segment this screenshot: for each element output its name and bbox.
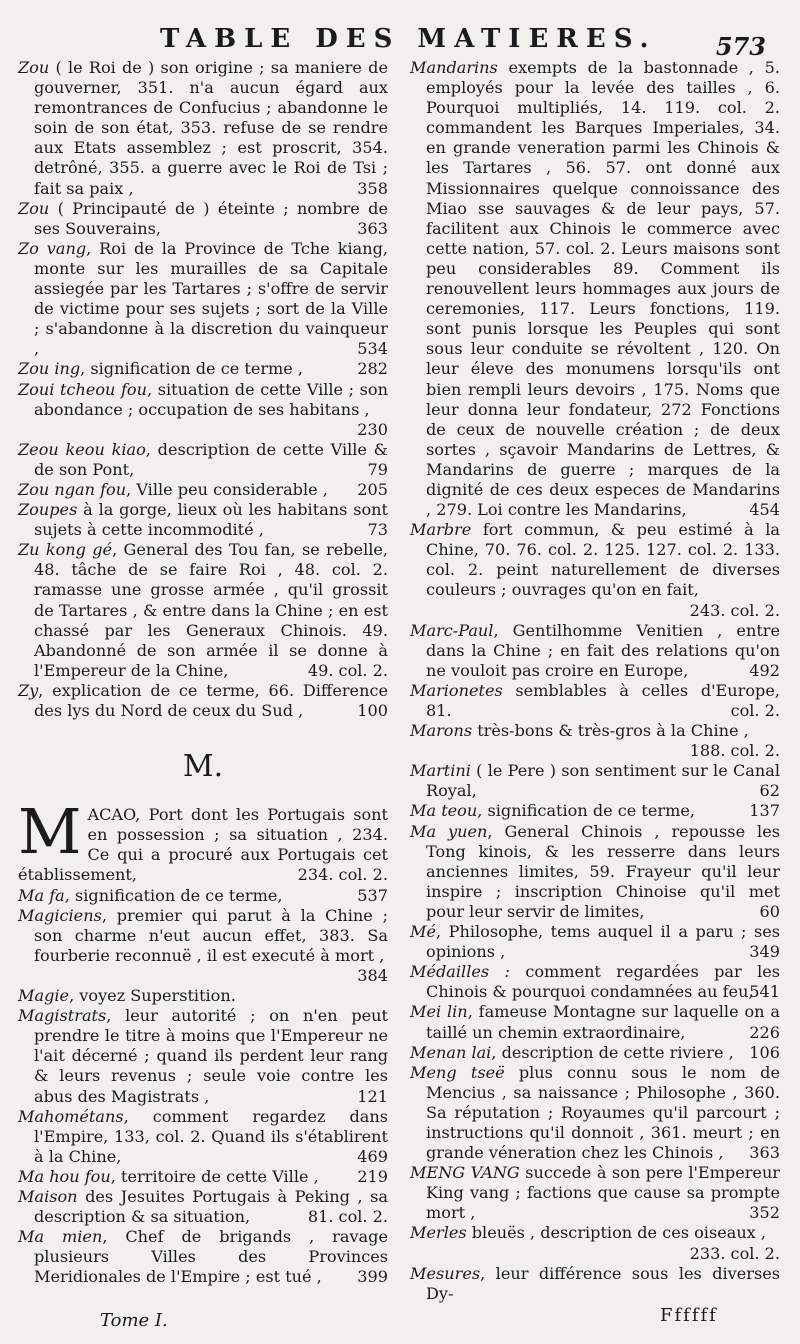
entry-headword: Ma teou bbox=[410, 801, 478, 821]
entry-headword: Zou ing bbox=[18, 359, 81, 379]
index-entry bbox=[18, 681, 388, 721]
entry-headword: Meng tseë bbox=[410, 1062, 505, 1082]
catchword: Ffffff bbox=[660, 1305, 718, 1326]
index-entry bbox=[410, 1223, 780, 1263]
entry-headword: Marons bbox=[410, 721, 473, 741]
page-reference: 537 bbox=[357, 885, 388, 905]
index-entry bbox=[410, 962, 780, 1002]
entry-text: comment regardées par les Chinois & pourquoi condamnées au feu, bbox=[426, 962, 780, 1002]
index-entry bbox=[18, 480, 388, 500]
entry-headword: Marbre bbox=[410, 520, 472, 540]
right-column bbox=[410, 58, 780, 1304]
entry-headword: Mahométans bbox=[18, 1106, 124, 1126]
index-entry bbox=[410, 801, 780, 821]
page-reference: 137 bbox=[749, 801, 780, 821]
entry-headword: Ma hou fou bbox=[18, 1166, 111, 1186]
index-entry bbox=[410, 1264, 780, 1304]
entry-text: , situation de cette Ville ; son abondance ; occupation de ses habitans , bbox=[34, 379, 388, 419]
entry-text: , Port dont les Portugais sont en possession ; sa situation , 234. Ce qui a procuré aux Portugais cet établissement, bbox=[18, 805, 388, 885]
entry-headword: Magie bbox=[18, 986, 70, 1006]
page-reference: 454 bbox=[749, 500, 780, 520]
left-column bbox=[18, 58, 388, 1287]
page-reference: 219 bbox=[357, 1166, 388, 1186]
index-entry bbox=[18, 239, 388, 360]
entry-text: , explication de ce terme, 66. Difference des lys du Nord de ceux du Sud , bbox=[34, 680, 388, 720]
page-reference: 62 bbox=[759, 781, 780, 801]
index-entry bbox=[18, 199, 388, 239]
index-entry bbox=[410, 1163, 780, 1223]
left-entries bbox=[18, 58, 388, 721]
entry-text: , description de cette Ville & de son Pont, bbox=[34, 439, 388, 479]
index-entry bbox=[18, 795, 388, 885]
entry-headword: Marionetes bbox=[410, 680, 503, 700]
index-entry bbox=[18, 1167, 388, 1187]
page-reference: 384 bbox=[357, 965, 388, 985]
page-reference: 233. col. 2. bbox=[689, 1243, 780, 1263]
page-number: 573 bbox=[715, 32, 766, 61]
page-reference: 226 bbox=[749, 1022, 780, 1042]
entry-headword: Mesures bbox=[410, 1263, 481, 1283]
entry-text: , signification de ce terme , bbox=[80, 359, 304, 379]
entry-text: , signification de ce terme, bbox=[64, 885, 283, 905]
entry-headword: Merles bbox=[410, 1223, 467, 1243]
entry-text: à la gorge, lieux où les habitans sont sujets à cette incommodité , bbox=[34, 500, 388, 540]
page-reference: 188. col. 2. bbox=[689, 741, 780, 761]
page-reference: 81. col. 2. bbox=[307, 1207, 388, 1227]
page-reference: 234. col. 2. bbox=[297, 865, 388, 885]
entry-text: , leur autorité ; on n'en peut prendre le titre à moins que l'Empereur ne l'ait décerné ; quand ils perdent leur rang & leurs revenus ; seule voie contre les abus des Magistrats , bbox=[34, 1006, 388, 1106]
entry-headword: Zy bbox=[18, 680, 39, 700]
index-entry bbox=[410, 721, 780, 761]
entry-headword: Maison bbox=[18, 1186, 78, 1206]
index-entry bbox=[18, 359, 388, 379]
entry-text: , General des Tou fan, se rebelle, 48. tâche de se faire Roi , 48. col. 2. ramasse une grosse armée , qu'il grossit de Tartares , & entre dans la Chine ; en est chassé par les Generaux Chinois. 49. Abandonné de son armée il se donne à l'Empereur de la Chine, bbox=[34, 540, 389, 680]
page-reference: 121 bbox=[357, 1086, 388, 1106]
entry-text: , Chef de brigands , ravage plusieurs Villes des Provinces Meridionales de l'Empire ; est tué , bbox=[34, 1227, 388, 1287]
entry-text: , description de cette riviere , bbox=[491, 1042, 734, 1062]
entry-headword: Médailles : bbox=[410, 962, 510, 982]
entry-text: , comment regardez dans l'Empire, 133, col. 2. Quand ils s'établirent à la Chine, bbox=[34, 1106, 388, 1166]
entry-text: , voyez Superstition. bbox=[69, 986, 236, 1006]
drop-cap: M bbox=[18, 795, 82, 869]
index-entry bbox=[410, 520, 780, 620]
page-reference: 349 bbox=[749, 942, 780, 962]
page-reference: 541 bbox=[749, 982, 780, 1002]
page-reference: 60 bbox=[759, 901, 780, 921]
entry-headword: Mé bbox=[410, 922, 437, 942]
section-letter: M. bbox=[182, 749, 224, 785]
volume-label: Tome I. bbox=[100, 1310, 168, 1331]
page-reference: 282 bbox=[357, 359, 388, 379]
entry-headword: Ma fa bbox=[18, 885, 65, 905]
entry-text: très-bons & très-gros à la Chine , bbox=[472, 721, 749, 741]
entry-headword: Magiciens bbox=[18, 905, 102, 925]
entry-headword: Zou bbox=[18, 58, 50, 77]
entry-headword: MENG VANG bbox=[410, 1163, 520, 1183]
index-entry bbox=[410, 1002, 780, 1042]
index-entry bbox=[410, 621, 780, 681]
page-reference: 469 bbox=[357, 1146, 388, 1166]
index-entry bbox=[18, 886, 388, 906]
index-entry bbox=[18, 1006, 388, 1106]
index-entry bbox=[18, 500, 388, 540]
page-reference: 363 bbox=[357, 218, 388, 238]
entry-text: ( le Roi de ) son origine ; sa maniere de gouverner, 351. n'a aucun égard aux remontrances de Confucius ; abandonne le soin de son état, 353. refuse de se rendre aux Etats assemblez ; est proscrit, 354. detrôné, 355. a guerre avec le Roi de Tsi ; fait sa paix , bbox=[34, 58, 388, 198]
index-entry bbox=[410, 922, 780, 962]
entry-headword: Mandarins bbox=[410, 58, 498, 77]
m-entries bbox=[18, 795, 388, 1287]
entry-text: plus connu sous le nom de Mencius , sa naissance ; Philosophe , 360. Sa réputation ; Royaumes qu'il parcourt ; instructions qu'il donnoit , 361. meurt ; en grande véneration chez les Chinois , bbox=[426, 1062, 781, 1163]
entry-headword: ACAO bbox=[87, 805, 136, 825]
entry-text: succede à son pere l'Empereur King vang ; factions que cause sa prompte mort , bbox=[426, 1163, 781, 1223]
index-entry bbox=[18, 440, 388, 480]
page-reference: 230 bbox=[357, 419, 388, 439]
page-reference: col. 2. bbox=[730, 701, 780, 720]
page-reference: 358 bbox=[357, 178, 388, 198]
entry-text: des Jesuites Portugais à Peking , sa description & sa situation, bbox=[34, 1186, 388, 1227]
entry-text: ( Principauté de ) éteinte ; nombre de ses Souverains, bbox=[34, 198, 388, 238]
index-entry bbox=[18, 380, 388, 440]
page-reference: 106 bbox=[749, 1042, 780, 1062]
page-reference: 73 bbox=[367, 520, 388, 540]
page-reference: 79 bbox=[367, 459, 388, 479]
page-reference: 49. col. 2. bbox=[307, 660, 388, 680]
page-reference: 243. col. 2. bbox=[689, 600, 780, 620]
entry-headword: Zoui tcheou fou bbox=[18, 379, 147, 399]
page-reference: 363 bbox=[749, 1143, 780, 1163]
entry-headword: Zeou keou kiao bbox=[18, 439, 146, 459]
entry-text: fort commun, & peu estimé à la Chine, 70. 76. col. 2. 125. 127. col. 2. 133. col. 2. peint naturellement de diverses couleurs ; ouvrages qu'on en fait, bbox=[426, 520, 780, 600]
page-reference: 205 bbox=[357, 479, 388, 499]
entry-headword: Zu kong gé bbox=[18, 540, 113, 560]
index-entry bbox=[410, 1043, 780, 1063]
index-entry bbox=[18, 540, 388, 681]
entry-text: , fameuse Montagne sur laquelle on a taillé un chemin extraordinaire, bbox=[426, 1002, 780, 1042]
right-entries bbox=[410, 58, 780, 1304]
entry-headword: Marc-Paul bbox=[410, 620, 494, 640]
entry-text: , signification de ce terme, bbox=[477, 801, 696, 821]
index-entry bbox=[18, 1187, 388, 1227]
index-entry bbox=[18, 58, 388, 199]
index-entry bbox=[18, 906, 388, 986]
index-entry bbox=[18, 1227, 388, 1287]
entry-text: , Ville peu considerable , bbox=[126, 479, 328, 499]
entry-headword: Mei lin bbox=[410, 1002, 468, 1022]
index-entry bbox=[410, 1063, 780, 1163]
entry-text: exempts de la bastonnade , 5. employés pour la levée des tailles , 6. Pourquoi multipliés, 14. 119. col. 2. commandent les Barques Imperiales, 34. en grande veneration parmi les Chinois & les Tartares , 56. 57. ont donné aux Missionnaires quelque connoissance des Miao sse sauvages & de leur pays, 57. facilitent aux Chinois le commerce avec cette nation, 57. col. 2. Leurs maisons sont peu considerables 89. Comment ils renouvellent leurs hommages aux jours de ceremonies, 117. Leurs fonctions, 119. sont punis lorsque les Peuples qui sont sous leur conduite se révoltent , 120. On leur éleve des monumens lorsqu'ils ont bien rempli leurs devoirs , 175. Noms que leur donna leur fondateur, 272 Fonctions de ceux de nouvelle création ; de deux sortes , sçavoir Mandarins de Lettres, & Mandarins de guerre ; marques de la dignité de ces deux especes de Mandarins , 279. Loi contre les Mandarins, bbox=[426, 58, 780, 520]
entry-headword: Zo vang bbox=[18, 238, 87, 258]
entry-text: , Gentilhomme Venitien , entre dans la Chine ; en fait des relations qu'on ne vouloit pas croire en Europe, bbox=[426, 620, 780, 680]
index-entry bbox=[410, 761, 780, 801]
entry-headword: Martini bbox=[410, 761, 471, 781]
entry-headword: Zou bbox=[18, 198, 50, 218]
index-entry bbox=[18, 986, 388, 1006]
entry-text: , premier qui parut à la Chine ; son charme n'eut aucun effet, 383. Sa fourberie reconnuë , il est executé à mort , bbox=[34, 905, 388, 965]
entry-headword: Zou ngan fou bbox=[18, 479, 127, 499]
entry-text: bleuës , description de ces oiseaux , bbox=[466, 1223, 766, 1243]
index-entry bbox=[410, 681, 780, 721]
entry-text: , Philosophe, tems auquel il a paru ; ses opinions , bbox=[426, 922, 780, 962]
entry-headword: Ma mien bbox=[18, 1227, 103, 1247]
entry-text: ( le Pere ) son sentiment sur le Canal Royal, bbox=[426, 761, 780, 801]
entry-text: , Roi de la Province de Tche kiang, monte sur les murailles de sa Capitale assiegée par les Tartares ; s'offre de servir de victime pour ses sujets ; sort de la Ville ; s'abandonne à la discretion du vainqueur , bbox=[34, 238, 388, 359]
entry-headword: Ma yuen bbox=[410, 821, 488, 841]
index-entry bbox=[18, 1107, 388, 1167]
entry-text: , leur différence sous les diverses Dy- bbox=[426, 1263, 780, 1303]
page-reference: 492 bbox=[749, 660, 780, 680]
index-entry bbox=[410, 58, 780, 520]
running-title: TABLE DES MATIERES. bbox=[160, 24, 657, 54]
page-reference: 352 bbox=[749, 1203, 780, 1223]
entry-text: semblables à celles d'Europe, 81. bbox=[426, 680, 780, 720]
page-reference: 100 bbox=[357, 701, 388, 720]
index-entry bbox=[410, 822, 780, 922]
entry-headword: Zoupes bbox=[18, 500, 78, 520]
page-reference: 534 bbox=[357, 339, 388, 359]
page-reference: 399 bbox=[357, 1267, 388, 1287]
page-header bbox=[0, 20, 800, 60]
entry-headword: Menan lai bbox=[410, 1042, 492, 1062]
entry-headword: Magistrats bbox=[18, 1006, 107, 1026]
entry-text: , territoire de cette Ville , bbox=[110, 1166, 319, 1186]
entry-text: , General Chinois , repousse les Tong kinois, & les resserre dans leurs anciennes limites, 59. Frayeur qu'il leur inspire ; inscription Chinoise qu'il met pour leur servir de limites, bbox=[426, 821, 780, 921]
